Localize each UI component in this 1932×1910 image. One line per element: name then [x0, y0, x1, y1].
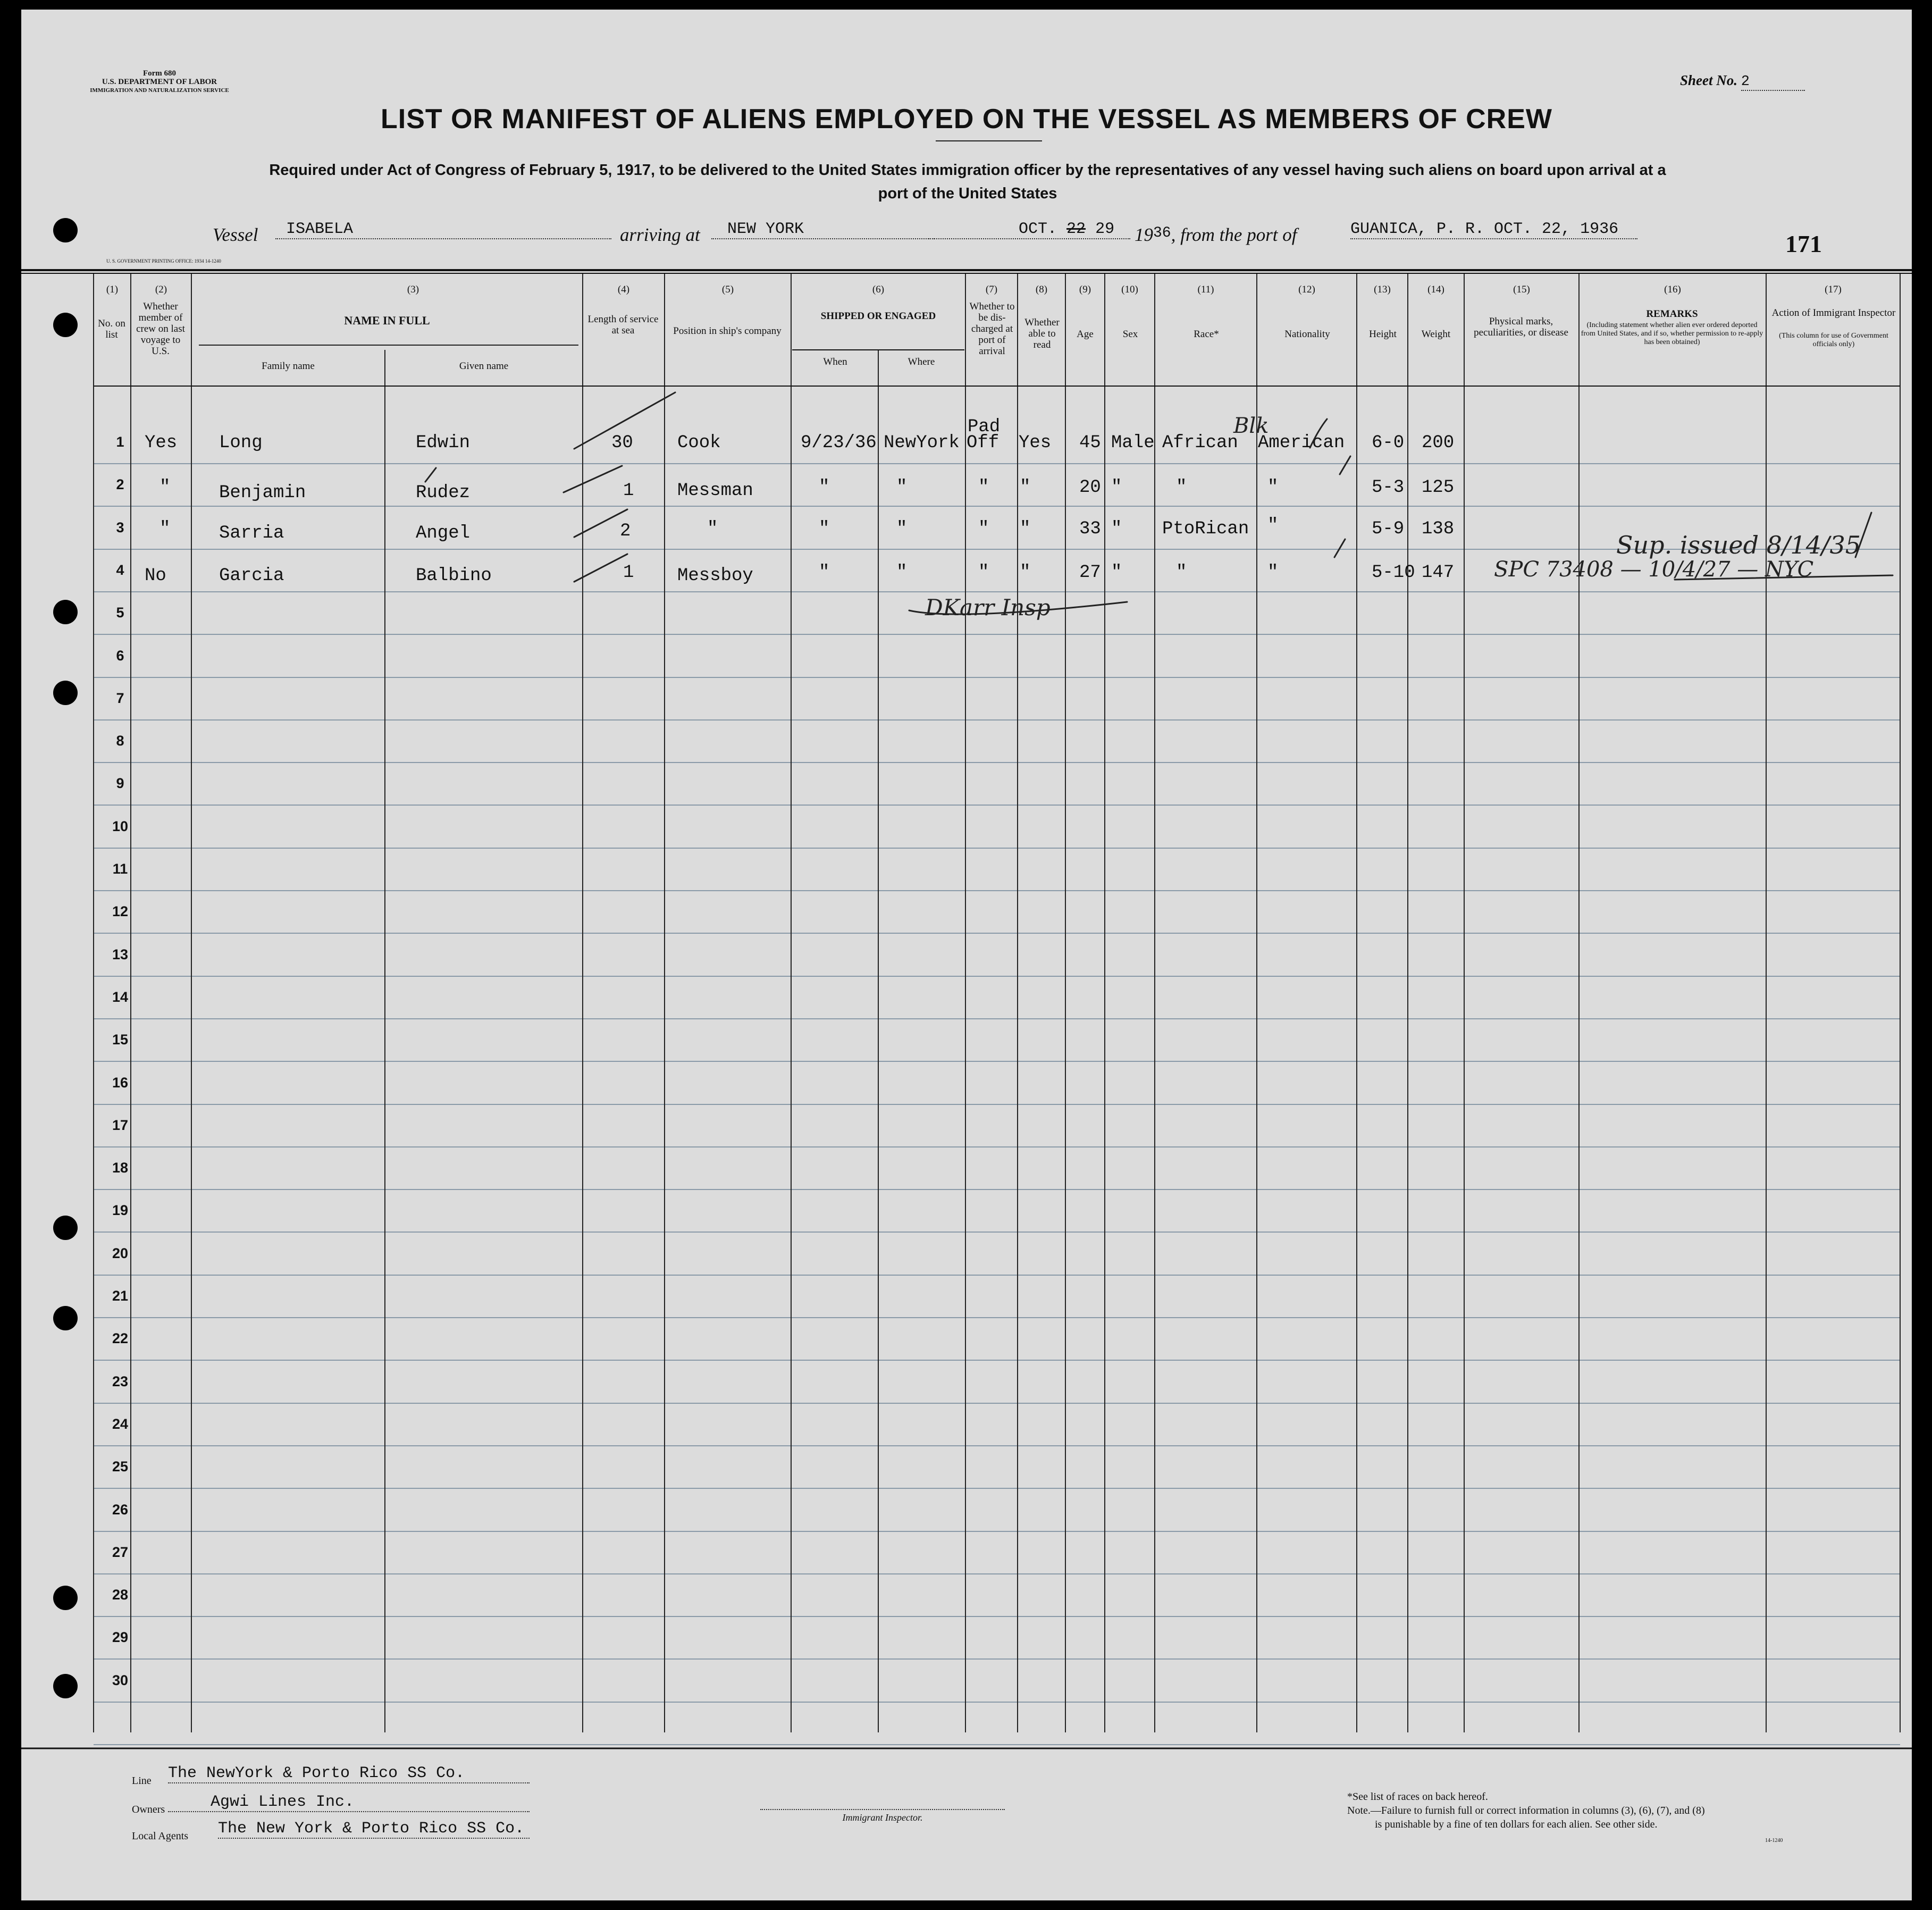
row-number: 2	[116, 476, 124, 492]
row-number: 20	[112, 1245, 129, 1261]
weight-cell: 147	[1422, 563, 1455, 583]
header-position: Position in ship's company	[673, 325, 782, 337]
header-nationality: Nationality	[1284, 329, 1330, 340]
position-cell: "	[707, 519, 718, 539]
row-number: 8	[116, 733, 124, 749]
last-voyage-cell: "	[159, 478, 171, 498]
arrival-month: OCT.	[1019, 220, 1057, 238]
header-inspector-note: (This column for use of Government officials only)	[1779, 332, 1888, 348]
column-number: (2)	[155, 284, 167, 295]
where-cell: "	[896, 563, 908, 583]
column-number: (7)	[985, 284, 998, 295]
read-cell: "	[1020, 478, 1031, 498]
sex-cell: "	[1111, 519, 1122, 539]
discharged-note-cell: Pad	[968, 417, 1001, 437]
height-cell: 6-0	[1372, 433, 1405, 453]
given-name-cell: Balbino	[416, 566, 492, 586]
when-cell: "	[819, 563, 830, 583]
header-inspector-action: Action of Immigrant Inspector	[1771, 307, 1896, 319]
row-number: 16	[112, 1075, 129, 1091]
header-family-name: Family name	[262, 361, 315, 372]
header-last-voyage: Whether member of crew on last voyage to U.S.	[136, 301, 185, 357]
line-value: The NewYork & Porto Rico SS Co.	[168, 1764, 530, 1783]
header-shipped-or-engaged: SHIPPED OR ENGAGED	[820, 311, 936, 322]
column-number: (4)	[617, 284, 630, 295]
column-number: (13)	[1374, 284, 1391, 295]
form-code: 14-1240	[1765, 1838, 1783, 1844]
row-number: 28	[112, 1587, 129, 1603]
column-number: (12)	[1298, 284, 1315, 295]
races-note: *See list of races on back hereof.	[1347, 1791, 1488, 1803]
header-sex: Sex	[1122, 329, 1138, 340]
row-number: 3	[116, 520, 124, 535]
header-remarks-note: (Including statement whether alien ever ordered deported from United States, and if so, whether permission to re-apply has been obtained)	[1581, 321, 1763, 346]
column-number: (17)	[1825, 284, 1842, 295]
check-mark	[425, 468, 436, 482]
agents-value: The New York & Porto Rico SS Co.	[218, 1820, 530, 1839]
form-number: Form 680	[142, 69, 177, 78]
owners-label: Owners	[132, 1804, 165, 1815]
given-name-cell: Angel	[416, 523, 471, 543]
nationality-cell: "	[1267, 563, 1279, 583]
row-number: 29	[112, 1629, 129, 1645]
where-cell: "	[896, 519, 908, 539]
fine-note-line2: is punishable by a fine of ten dollars for each alien. See other side.	[1375, 1819, 1658, 1830]
printer-note: U. S. GOVERNMENT PRINTING OFFICE: 1934 14-1240	[106, 258, 221, 264]
header-race: Race*	[1194, 329, 1219, 340]
header-discharged: Whether to be dis-charged at port of arrival	[969, 301, 1015, 357]
from-label: from the port of	[1180, 224, 1297, 245]
height-cell: 5-10	[1372, 563, 1415, 583]
weight-cell: 125	[1422, 478, 1455, 498]
family-name-cell: Long	[219, 433, 263, 453]
inspector-signature-line	[760, 1809, 1005, 1810]
ink-stroke	[1310, 419, 1327, 448]
remark-spc-note: SPC 73408 — 10/4/27 — NYC	[1494, 557, 1814, 582]
height-cell: 5-3	[1372, 478, 1405, 498]
service-cell: 1	[623, 563, 634, 583]
age-cell: 27	[1079, 563, 1101, 583]
read-cell: "	[1020, 519, 1031, 539]
family-name-cell: Sarria	[219, 523, 284, 543]
header-when: When	[823, 356, 847, 367]
row-number: 21	[112, 1288, 129, 1304]
check-mark	[1334, 539, 1345, 557]
age-cell: 45	[1079, 433, 1101, 453]
header-weight: Weight	[1421, 329, 1451, 340]
column-number: (9)	[1079, 284, 1091, 295]
page-title: LIST OR MANIFEST OF ALIENS EMPLOYED ON THE VESSEL AS MEMBERS OF CREW	[381, 104, 1552, 135]
header-age: Age	[1077, 329, 1094, 340]
column-number: (16)	[1664, 284, 1681, 295]
discharged-cell: Off	[967, 433, 999, 453]
header-no-on-list: No. on list	[98, 318, 125, 340]
row-number: 5	[116, 605, 124, 621]
header-length-of-service: Length of service at sea	[587, 314, 659, 336]
check-mark	[564, 466, 622, 492]
subtitle-line2: port of the United States	[878, 185, 1057, 202]
column-number: (14)	[1427, 284, 1444, 295]
agents-label: Local Agents	[132, 1830, 189, 1842]
sheet-number-label: Sheet No. 2	[1680, 72, 1805, 91]
position-cell: Messboy	[677, 566, 753, 586]
row-number: 12	[112, 903, 129, 919]
header-physical-marks: Physical marks, peculiarities, or disease	[1474, 316, 1568, 338]
position-cell: Cook	[677, 433, 721, 453]
remark-deport-note: Sup. issued 8/14/35	[1616, 531, 1861, 559]
column-number: (8)	[1035, 284, 1048, 295]
arrival-day: 29	[1095, 220, 1115, 238]
last-voyage-cell: Yes	[145, 433, 178, 453]
row-number: 24	[112, 1416, 129, 1432]
race-cell: "	[1176, 563, 1187, 583]
age-cell: 33	[1079, 519, 1101, 539]
discharged-cell: "	[978, 563, 989, 583]
service-name: IMMIGRATION AND NATURALIZATION SERVICE	[90, 87, 229, 94]
race-cell: PtoRican	[1162, 519, 1249, 539]
column-number: (6)	[872, 284, 885, 295]
owners-value: Agwi Lines Inc.	[168, 1793, 530, 1812]
arriving-port: NEW YORK	[711, 220, 935, 239]
where-cell: NewYork	[884, 433, 960, 453]
row-number: 19	[112, 1202, 129, 1218]
row-number: 4	[116, 562, 124, 578]
row-number: 6	[116, 648, 124, 664]
when-cell: "	[819, 519, 830, 539]
row-number: 25	[112, 1459, 129, 1475]
weight-cell: 138	[1422, 519, 1455, 539]
sex-cell: "	[1111, 563, 1122, 583]
race-cell: "	[1176, 478, 1187, 498]
header-height: Height	[1369, 329, 1397, 340]
check-mark	[574, 392, 675, 449]
service-cell: 1	[623, 481, 634, 501]
row-number: 22	[112, 1330, 129, 1346]
handwritten-marks	[21, 10, 1912, 1900]
arriving-label: arriving at	[620, 224, 700, 245]
header-given-name: Given name	[459, 361, 509, 372]
header-remarks: REMARKS	[1646, 308, 1698, 320]
row-number: 9	[116, 775, 124, 791]
row-number: 23	[112, 1373, 129, 1389]
last-voyage-cell: No	[145, 566, 166, 586]
column-number: (1)	[106, 284, 119, 295]
row-number: 7	[116, 690, 124, 706]
sex-cell: Male	[1111, 433, 1155, 453]
last-voyage-cell: "	[159, 519, 171, 539]
page-number: 171	[1785, 230, 1822, 257]
service-cell: 30	[611, 433, 633, 453]
fine-note-line1: Note.—Failure to furnish full or correct information in columns (3), (6), (7), and (8)	[1347, 1805, 1705, 1816]
departure-port: GUANICA, P. R. OCT. 22, 1936	[1350, 220, 1637, 239]
column-number: (10)	[1121, 284, 1138, 295]
row-number: 27	[112, 1544, 129, 1560]
sheet-number: 2	[1741, 74, 1805, 91]
where-cell: "	[896, 478, 908, 498]
read-cell: "	[1020, 563, 1031, 583]
family-name-cell: Garcia	[219, 566, 284, 586]
given-name-cell: Rudez	[416, 483, 471, 503]
year-label: $19^{36}$, from the port of	[1135, 224, 1297, 245]
given-name-cell: Edwin	[416, 433, 471, 453]
immigrant-inspector-label: Immigrant Inspector.	[842, 1812, 923, 1823]
column-number: (5)	[721, 284, 734, 295]
age-cell: 20	[1079, 478, 1101, 498]
header-name-in-full: NAME IN FULL	[344, 314, 430, 327]
nationality-cell: "	[1267, 478, 1279, 498]
column-number: (3)	[407, 284, 419, 295]
department-name: U.S. DEPARTMENT OF LABOR	[102, 78, 217, 86]
race-annotation: Blk	[1233, 414, 1269, 438]
discharged-cell: "	[978, 519, 989, 539]
manifest-sheet	[21, 10, 1912, 1900]
row-number: 14	[112, 989, 129, 1005]
row-number: 17	[112, 1117, 129, 1133]
row-number: 18	[112, 1160, 129, 1176]
check-mark	[574, 509, 627, 537]
line-label: Line	[132, 1775, 152, 1787]
row-number: 15	[112, 1032, 129, 1048]
nationality-cell: "	[1267, 516, 1279, 536]
discharged-cell: "	[978, 478, 989, 498]
when-cell: 9/23/36	[801, 433, 877, 453]
vessel-label: Vessel	[213, 224, 258, 245]
header-able-to-read: Whether able to read	[1024, 317, 1060, 350]
race-cell: African	[1162, 433, 1238, 453]
column-number: (15)	[1513, 284, 1530, 295]
subtitle-line1: Required under Act of Congress of February 5, 1917, to be delivered to the United States immigration officer by the representatives of any vessel having such aliens on board upon arrival at a	[269, 162, 1666, 179]
inspector-signature: DKarr Insp	[925, 594, 1051, 621]
vessel-name: ISABELA	[275, 220, 611, 239]
header-where: Where	[908, 356, 935, 367]
row-number: 13	[112, 946, 129, 962]
position-cell: Messman	[677, 481, 753, 501]
family-name-cell: Benjamin	[219, 483, 306, 503]
service-cell: 2	[620, 521, 631, 541]
column-number: (11)	[1197, 284, 1214, 295]
read-cell: Yes	[1019, 433, 1052, 453]
row-number: 1	[116, 434, 124, 450]
row-number: 26	[112, 1502, 129, 1518]
row-number: 30	[112, 1672, 129, 1688]
check-mark	[574, 554, 627, 582]
arrival-day-struck: 22	[1066, 220, 1086, 238]
check-mark	[1340, 456, 1350, 474]
year-suffix: 36	[1153, 225, 1171, 241]
sex-cell: "	[1111, 478, 1122, 498]
weight-cell: 200	[1422, 433, 1455, 453]
row-number: 11	[112, 861, 128, 877]
nationality-cell: American	[1258, 433, 1345, 453]
row-number: 10	[112, 818, 129, 834]
when-cell: "	[819, 478, 830, 498]
height-cell: 5-9	[1372, 519, 1405, 539]
